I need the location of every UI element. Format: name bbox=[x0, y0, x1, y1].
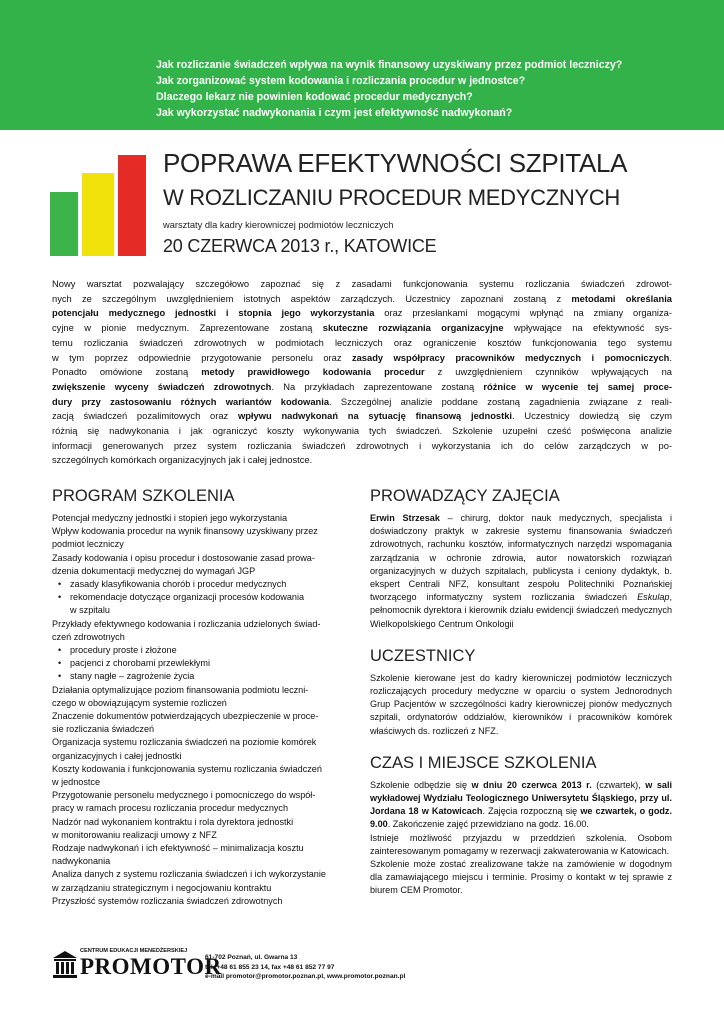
intro-run: . Uczestnicy dowiedzą się czym bbox=[512, 411, 673, 422]
instructor-bio-end: , pełnomocnik dyrektora i kierownik działu ewidencji świadczeń medycznych Wielkopolskiego Centrum Onkologii bbox=[370, 592, 672, 629]
intro-run: . Szczególnej analizie poddane zostaną zagadnienia związane z reali- bbox=[329, 396, 672, 407]
instructor-heading: PROWADZĄCY ZAJĘCIA bbox=[370, 487, 560, 505]
intro-paragraph bbox=[52, 277, 672, 468]
program-sublist bbox=[52, 578, 352, 618]
event-date-place: 20 CZERWCA 2013 r., KATOWICE bbox=[163, 236, 437, 256]
intro-run: z uwzględnieniem czynników wpływających na bbox=[424, 367, 672, 378]
text-span: . Zakończenie zajęć przewidziano na godz. 16.00. bbox=[387, 819, 589, 830]
instructor-name: Erwin Strzesak bbox=[370, 513, 440, 523]
intro-run: różnią się nadwykonania i jak ograniczyć koszty wykonywania tych świadczeń. Szkolenie uzupełni cześć poświęcona analizie bbox=[52, 426, 672, 437]
page-subtitle: warsztaty dla kadry kierowniczej podmiotów leczniczych bbox=[163, 220, 394, 230]
intro-bold-run: wpływu nadwykonań na sytuację finansową jednostki bbox=[237, 411, 513, 422]
logo-name: PROMOTOR bbox=[80, 954, 222, 979]
building-icon bbox=[52, 950, 78, 980]
program-item: Wpływ kodowania procedur na wynik finansowy uzyskiwany przez podmiot leczniczy bbox=[52, 526, 318, 550]
program-subitem: • procedury proste i złożone bbox=[70, 644, 352, 657]
intro-bold-run: zasady współpracy pracowników medycznych i pomocniczych bbox=[351, 352, 670, 363]
intro-line bbox=[52, 409, 672, 424]
program-item: Przygotowanie personelu medycznego i pomocniczego do współ- pracy w ramach procesu rozliczania procedur medycznych bbox=[52, 790, 316, 814]
intro-bold-run: potencjału medycznego jednostki i stopnia jego wykorzystania bbox=[52, 308, 375, 319]
program-item: Koszty kodowania i funkcjonowania systemu rozliczania świadczeń w jednostce bbox=[52, 763, 322, 788]
time-place-text bbox=[370, 779, 672, 832]
banner-question: Dlaczego lekarz nie powinien kodować procedur medycznych? bbox=[156, 91, 473, 103]
intro-line bbox=[52, 453, 672, 468]
instructor-bio bbox=[370, 512, 672, 631]
logo-caption: CENTRUM EDUKACJI MENEDŻERSKIEJ bbox=[80, 948, 188, 954]
intro-run: informacji generowanych przez system rozliczania świadczeń zdrowotnych i wykorzystania ich do celów zarządczych w po- bbox=[52, 440, 672, 451]
program-item: Zasady kodowania i opisu procedur i dostosowanie zasad prowa- dzenia dokumentacji medycznej do wymagań JGP bbox=[52, 552, 315, 576]
page-title-line2: W ROZLICZANIU PROCEDUR MEDYCZNYCH bbox=[163, 185, 620, 210]
intro-bold-run: różnice w wycenie tej samej proce- bbox=[483, 381, 673, 392]
banner-question: Jak wykorzystać nadwykonania i czym jest efektywność nadwykonań? bbox=[156, 107, 513, 119]
date-text: w dniu 20 czerwca 2013 r. bbox=[471, 779, 592, 790]
intro-line bbox=[52, 395, 672, 410]
program-item: Znaczenie dokumentów potwierdzających ubezpieczenie w proce- sie rozliczania świadczeń bbox=[52, 711, 319, 735]
intro-bold-run: metodami określania bbox=[571, 293, 672, 304]
info-column bbox=[370, 487, 672, 898]
intro-line bbox=[52, 365, 672, 380]
intro-line bbox=[52, 292, 672, 307]
intro-line bbox=[52, 336, 672, 351]
program-heading: PROGRAM SZKOLENIA bbox=[52, 487, 235, 505]
green-bar bbox=[50, 192, 78, 256]
program-item: Działania optymalizujące poziom finansowania podmiotu leczni- czego w obowiązującym systemie rozliczeń bbox=[52, 684, 309, 708]
program-item: Przyszłość systemów rozliczania świadczeń zdrowotnych bbox=[52, 895, 283, 906]
intro-line bbox=[52, 277, 672, 292]
footer bbox=[52, 948, 672, 988]
intro-run: cyjne w pionie medycznym. Zaprezentowane zostaną bbox=[52, 323, 323, 334]
program-sublist bbox=[52, 644, 352, 684]
program-item: Rodzaje nadwykonań i ich efektywność – minimalizacja kosztu nadwykonania bbox=[52, 843, 304, 867]
intro-bold-run: skuteczne rozwiązania organizacyjne bbox=[322, 323, 504, 334]
program-section bbox=[52, 487, 352, 908]
banner-question: Jak rozliczanie świadczeń wpływa na wynik finansowy uzyskiwany przez podmiot leczniczy? bbox=[156, 59, 623, 71]
intro-bold-run: zwiększenie wyceny świadczeń zdrowotnych bbox=[52, 381, 272, 392]
text-span: Szkolenie odbędzie się bbox=[370, 779, 472, 790]
promotor-logo bbox=[52, 948, 222, 988]
intro-run: oraz przesłankami mogącymi wpłynąć na zmiany organiza- bbox=[374, 308, 672, 319]
intro-bold-run: dury przy zastosowaniu różnych wariantów kodowania bbox=[52, 396, 330, 407]
contact-block bbox=[205, 953, 405, 982]
program-subitem: • zasady klasyfikowania chorób i procedur medycznych bbox=[70, 578, 352, 591]
top-banner bbox=[0, 0, 724, 130]
participants-heading: UCZESTNICY bbox=[370, 646, 476, 665]
intro-run: zacją świadczeń pozalimitowych oraz bbox=[52, 411, 238, 422]
intro-run: w tym poprzez odpowiednie przygotowanie personelu oraz bbox=[52, 352, 352, 363]
program-subitem: • stany nagłe – zagrożenie życia bbox=[70, 670, 352, 683]
order-text: Szkolenie może zostać zrealizowane także na zamówienie w dogodnym dla zamawiającego miejscu i terminie. Prosimy o kontakt w tej sprawie z biurem CEM Promotor. bbox=[370, 859, 672, 896]
program-item: Analiza danych z systemu rozliczania świadczeń i ich wykorzystanie w zarządzaniu strategicznym i negocjowaniu kontraktu bbox=[52, 869, 326, 893]
intro-run: szczególnych komórkach organizacyjnych jak i całej jednostce. bbox=[52, 455, 313, 466]
email-www[interactable]: e-mail promotor@promotor.poznan.pl, www.promotor.poznan.pl bbox=[205, 973, 406, 980]
start-time-text: we czwartek, o godz. 9.00 bbox=[370, 806, 673, 830]
program-subitem: • rekomendacje dotyczące organizacji procesów kodowania w szpitalu bbox=[70, 591, 352, 617]
intro-run: Nowy warsztat pozwalający szczegółowo zapoznać się z zasadami funkcjonowania systemu rozliczania świadczeń zdrowot- bbox=[52, 279, 672, 289]
program-item: Przykłady efektywnego kodowania i rozliczania udzielonych świad- czeń zdrowotnych bbox=[52, 618, 321, 642]
program-subitem: • pacjenci z chorobami przewlekłymi bbox=[70, 657, 352, 670]
text-span: . Zajęcia rozpoczną się bbox=[482, 806, 581, 817]
phone: tel. +48 61 855 23 14, fax +48 61 852 77 97 bbox=[205, 963, 335, 971]
intro-run: . bbox=[669, 352, 672, 363]
program-item: Organizacja systemu rozliczania świadczeń na poziomie komórek organizacyjnych i całej jednostki bbox=[52, 737, 317, 761]
accommodation-text: Istnieje możliwość przyjazdu w przeddzień szkolenia. Osobom zainteresowanym pomagamy w rezerwacji zakwaterowania w Katowicach. bbox=[370, 832, 672, 856]
red-bar bbox=[118, 155, 146, 256]
intro-run: Ponadto omówione zostaną bbox=[52, 367, 202, 378]
intro-line bbox=[52, 321, 672, 336]
intro-run: . Na przykładach zaprezentowane zostaną bbox=[271, 381, 484, 392]
intro-line bbox=[52, 380, 672, 395]
intro-line bbox=[52, 439, 672, 454]
program-item: Potencjał medyczny jednostki i stopień jego wykorzystania bbox=[52, 513, 288, 523]
system-name: Eskulap bbox=[637, 592, 670, 603]
instructor-bio-text: – chirurg, doktor nauk medycznych, specjalista i doświadczony praktyk w zakresie systemu finansowania świadczeń zdrowotnych, rachunku kosztów, informatycznych narzędzi wspomagania zarządzania w ochronie zdrowia, autor nowatorskich rozwiązań organizacyjnych w dużych szpitalach, publicysta i ceniony dydaktyk, b. ekspert Centrali NFZ, konsultant zespołu Politechniki Poznańskiej tworzącego informatyczny system rozliczania świadczeń bbox=[370, 513, 672, 603]
yellow-bar bbox=[82, 173, 114, 256]
venue-text: w sali wykładowej Wydziału Teologicznego Uniwersytetu Śląskiego, przy ul. Jordana 18 w Katowicach bbox=[370, 779, 673, 817]
intro-run: temu rozliczania świadczeń zdrowotnych w podmiotach leczniczych oraz ograniczenie kosztów funkcjonowania tego systemu bbox=[52, 337, 672, 348]
intro-bold-run: metody prawidłowego kodowania procedur bbox=[201, 367, 425, 378]
intro-line bbox=[52, 424, 672, 439]
intro-run: nych ze szczególnym uwzględnieniem istotnych aspektów zarządczych. Uczestnicy zapoznani zostaną z bbox=[52, 293, 572, 304]
participants-text: Szkolenie kierowane jest do kadry kierowniczej podmiotów leczniczych rozliczających procedury medyczne w oparciu o system Jednorodnych Grup Pacjentów w szczególności kadry kierowniczej pionów medycznych szpitali, ordynatorów oddziałów, kierowników i pracowników komórek właściwych ds. rozliczeń z NFZ. bbox=[370, 672, 672, 736]
text-span: (czwartek), bbox=[591, 779, 646, 790]
program-item: Nadzór nad wykonaniem kontraktu i rola dyrektora jednostki w monitorowaniu realizacji umowy z NFZ bbox=[52, 816, 294, 840]
intro-line bbox=[52, 306, 672, 321]
time-place-heading: CZAS I MIEJSCE SZKOLENIA bbox=[370, 753, 597, 772]
address: 61-702 Poznań, ul. Gwarna 13 bbox=[205, 954, 298, 961]
intro-line bbox=[52, 351, 672, 366]
intro-run: wpływające na efektywność sys- bbox=[503, 323, 672, 334]
program-list bbox=[52, 512, 352, 908]
banner-question: Jak zorganizować system kodowania i rozliczania procedur w jednostce? bbox=[156, 75, 526, 87]
page-title: POPRAWA EFEKTYWNOŚCI SZPITALA bbox=[163, 148, 628, 178]
